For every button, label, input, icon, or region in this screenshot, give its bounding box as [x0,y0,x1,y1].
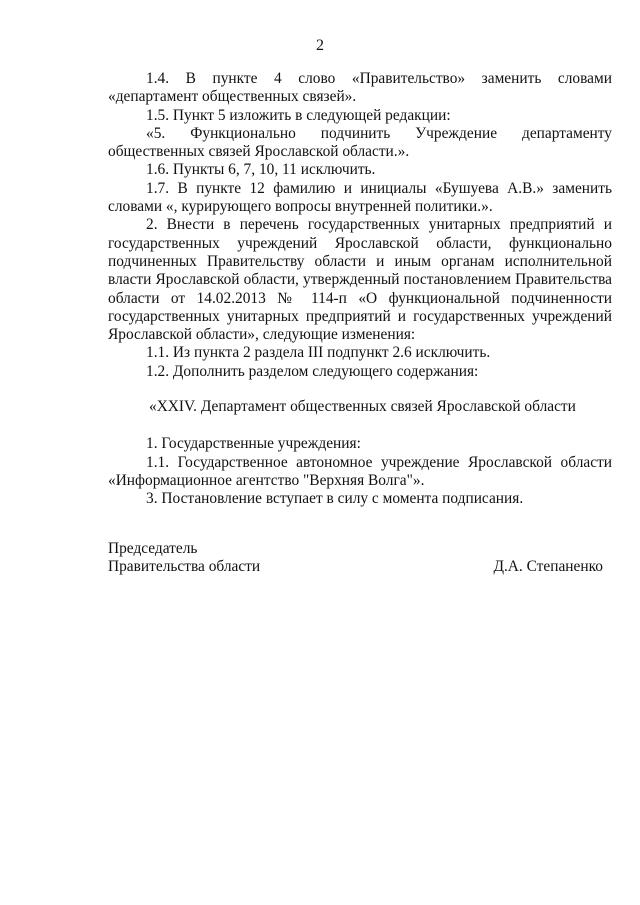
spacer [108,416,612,435]
paragraph-1-4: 1.4. В пункте 4 слово «Правительство» заменить словами «департамент общественных связей». [108,70,612,106]
page-number: 2 [316,37,324,54]
signatory-name: Д.А. Степаненко [493,558,603,576]
spacer [108,381,612,398]
paragraph-1-6: 1.6. Пункты 6, 7, 10, 11 исключить. [146,161,376,179]
paragraph-3: 3. Постановление вступает в силу с момента подписания. [146,490,524,508]
signature-row [108,558,603,576]
paragraph-institution-1-1: 1.1. Государственное автономное учреждение Ярославской области «Информационное агентство "Верхняя Волга"». [108,453,612,489]
paragraph-1-5: 1.5. Пункт 5 изложить в следующей редакции: [146,106,451,124]
section-heading: «XXIV. Департамент общественных связей Ярославской области [149,398,576,416]
paragraph-1-5-text: «5. Функционально подчинить Учреждение департаменту общественных связей Ярославской области.». [108,124,612,161]
signature-block [108,540,603,577]
paragraph-institutions: 1. Государственные учреждения: [146,435,361,453]
document-body [108,70,612,509]
signature-title-line2: Правительства области [108,558,261,576]
paragraph-1-7: 1.7. В пункте 12 фамилию и инициалы «Бушуева А.В.» заменить словами «, курирующего вопросы внутренней политики.». [108,179,612,216]
signature-title-line1: Председатель [108,540,198,557]
paragraph-2-1-2: 1.2. Дополнить разделом следующего содержания: [146,362,479,380]
paragraph-2: 2. Внести в перечень государственных унитарных предприятий и государственных учреждений Ярославской области, функционально подчиненных Правительству области и иным органам исполнительной власти Ярославской области, утвержденный постановлением Правительства области от 14.02.2013 № 114-п «О функциональной подчиненности государственных унитарных предприятий и государственных учреждений Ярославской области», следующие изменения: [108,216,612,344]
paragraph-2-1-1: 1.1. Из пункта 2 раздела III подпункт 2.6 исключить. [146,344,491,362]
